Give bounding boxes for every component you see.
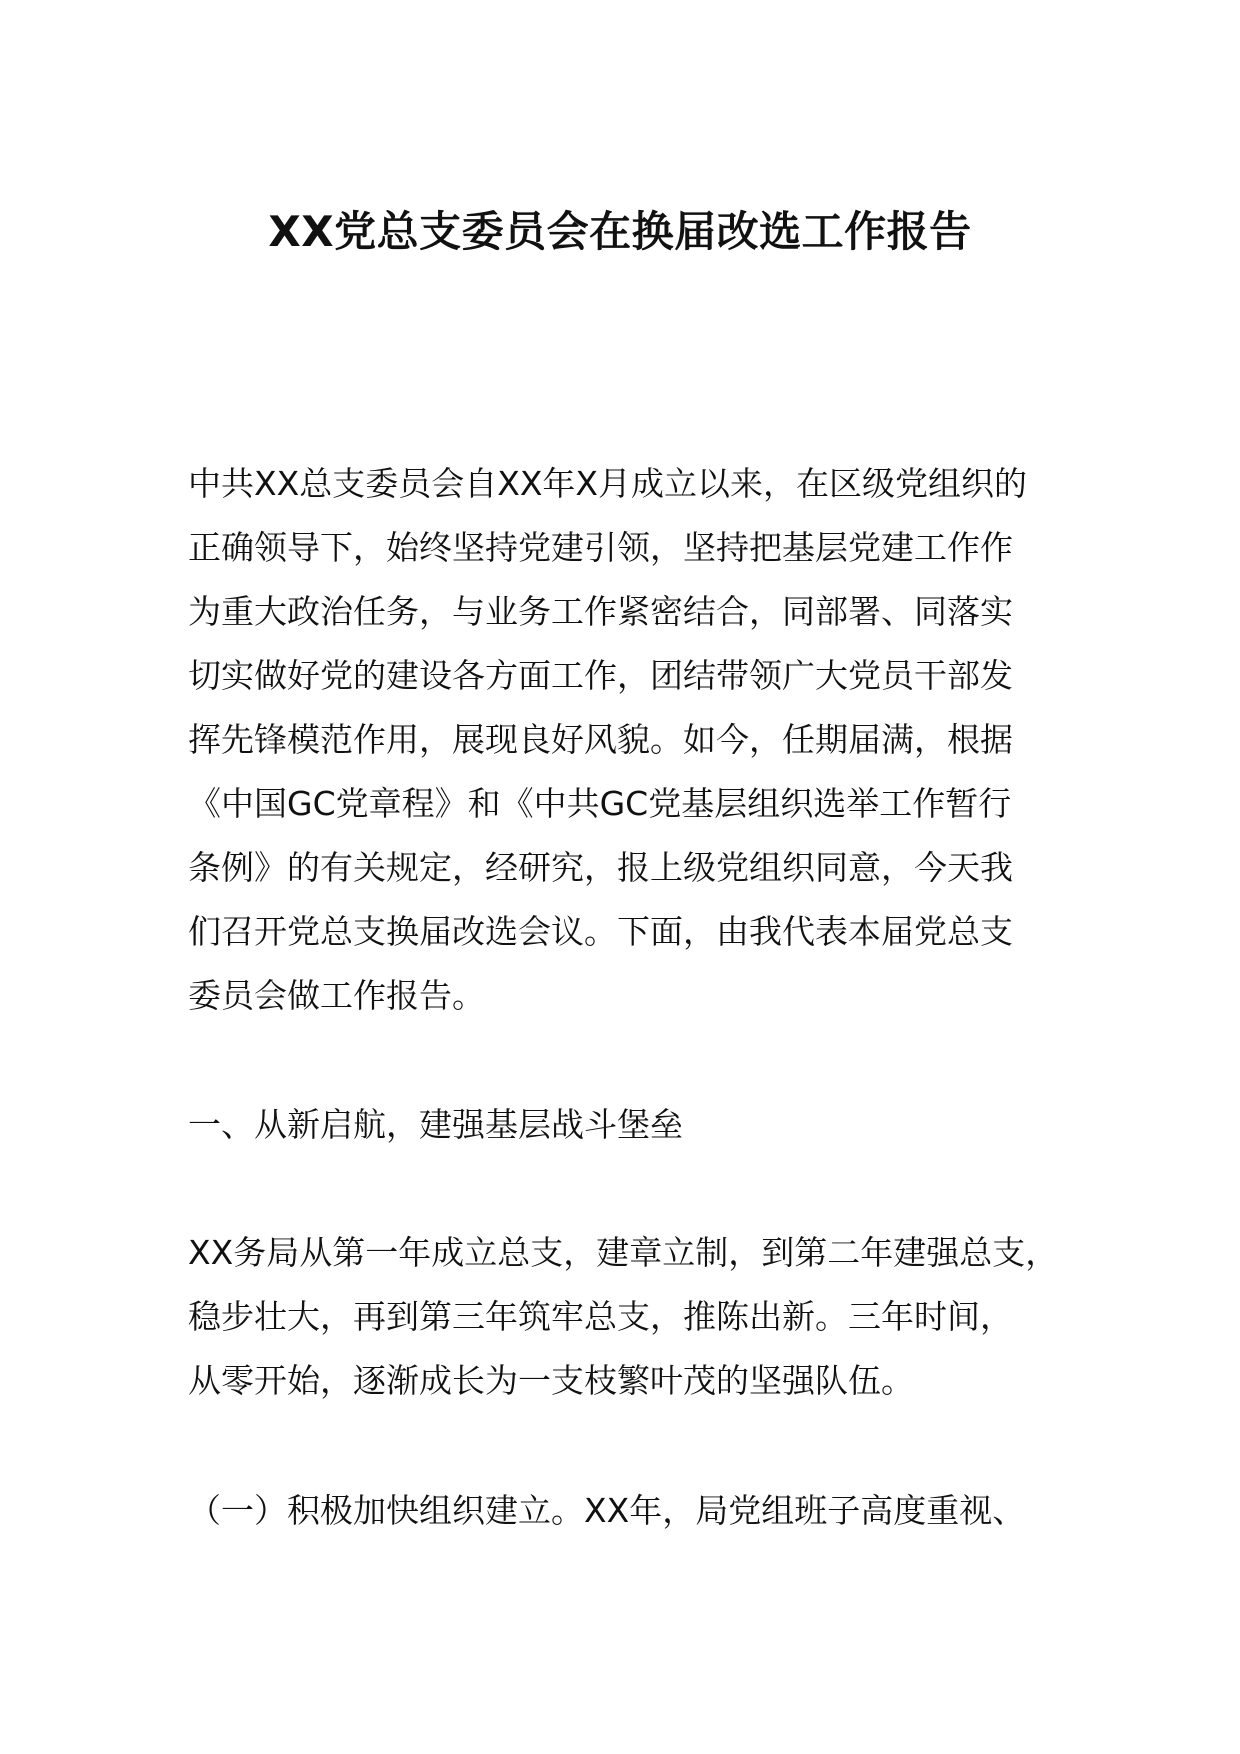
paragraph-1-line-7: 条例》的有关规定，经研究，报上级党组织同意，今天我 xyxy=(188,848,1013,887)
paragraph-1-line-2: 正确领导下，始终坚持党建引领，坚持把基层党建工作作 xyxy=(188,528,1013,567)
paragraph-2-line-2: 稳步壮大，再到第三年筑牢总支，推陈出新。三年时间， xyxy=(188,1297,1013,1336)
section-1-heading: 一、从新启航，建强基层战斗堡垒 xyxy=(188,1105,683,1144)
paragraph-1-line-1: 中共XX总支委员会自XX年X月成立以来，在区级党组织的 xyxy=(188,464,1028,503)
paragraph-3-line-1: （一）积极加快组织建立。XX年，局党组班子高度重视、 xyxy=(188,1491,1026,1530)
paragraph-1-line-6: 《中国GC党章程》和《中共GC党基层组织选举工作暂行 xyxy=(188,784,1012,823)
paragraph-2-line-1: XX务局从第一年成立总支，建章立制，到第二年建强总支， xyxy=(188,1233,1059,1272)
paragraph-1-line-9: 委员会做工作报告。 xyxy=(188,976,485,1015)
paragraph-2-line-3: 从零开始，逐渐成长为一支枝繁叶茂的坚强队伍。 xyxy=(188,1361,914,1400)
document-title: XX党总支委员会在换届改选工作报告 xyxy=(268,207,972,256)
paragraph-1-line-8: 们召开党总支换届改选会议。下面，由我代表本届党总支 xyxy=(188,912,1013,951)
paragraph-1-line-3: 为重大政治任务，与业务工作紧密结合，同部署、同落实 xyxy=(188,592,1013,631)
paragraph-1-line-4: 切实做好党的建设各方面工作，团结带领广大党员干部发 xyxy=(188,656,1013,695)
paragraph-1-line-5: 挥先锋模范作用，展现良好风貌。如今，任期届满，根据 xyxy=(188,720,1013,759)
